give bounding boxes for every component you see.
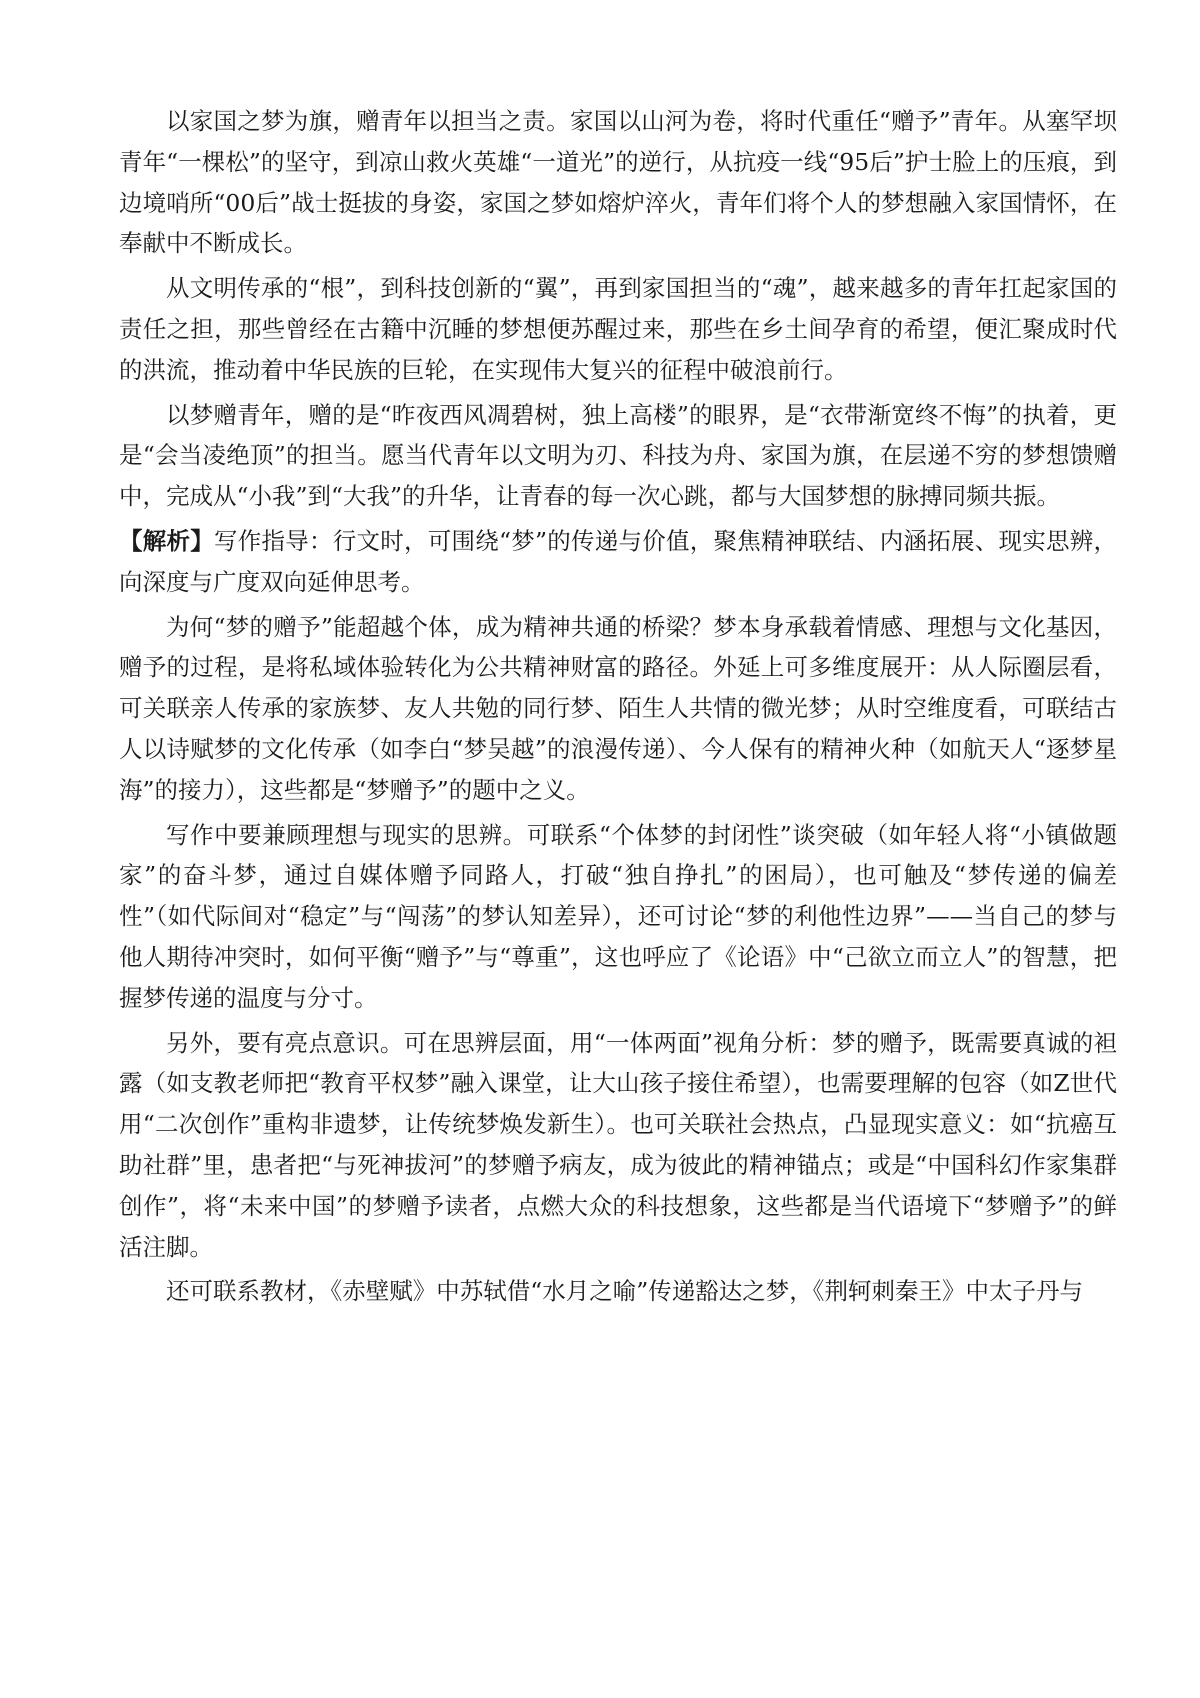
essay-paragraph-3: 以梦赠青年，赠的是“昨夜西风凋碧树，独上高楼”的眼界，是“衣带渐宽终不悔”的执着，更是“会当凌绝顶”的担当。愿当代青年以文明为刃、科技为舟、家国为旗，在层递不穷的梦想馈赠中，完成从“小我”到“大我”的升华，让青春的每一次心跳，都与大国梦想的脉搏同频共振。 <box>119 400 1117 511</box>
guidance-paragraph-1: 为何“梦的赠予”能超越个体，成为精神共通的桥梁？梦本身承载着情感、理想与文化基因，赠予的过程，是将私域体验转化为公共精神财富的路径。外延上可多维度展开：从人际圈层看，可关联亲人传承的家族梦、友人共勉的同行梦、陌生人共情的微光梦；从时空维度看，可联结古人以诗赋梦的文化传承（如李白“梦吴越”的浪漫传递）、今人保有的精神火种（如航天人“逐梦星海”的接力），这些都是“梦赠予”的题中之义。 <box>119 612 1117 804</box>
essay-paragraph-2: 从文明传承的“根”，到科技创新的“翼”，再到家国担当的“魂”，越来越多的青年扛起家国的责任之担，那些曾经在古籍中沉睡的梦想便苏醒过来，那些在乡土间孕育的希望，便汇聚成时代的洪流，推动着中华民族的巨轮，在实现伟大复兴的征程中破浪前行。 <box>119 274 1117 384</box>
analysis-paragraph <box>119 521 1117 603</box>
analysis-text: 写作指导：行文时，可围绕“梦”的传递与价值，聚焦精神联结、内涵拓展、现实思辨，向深度与广度双向延伸思考。 <box>119 526 1117 596</box>
guidance-paragraph-3: 另外，要有亮点意识。可在思辨层面，用“一体两面”视角分析：梦的赠予，既需要真诚的袒露（如支教老师把“教育平权梦”融入课堂，让大山孩子接住希望），也需要理解的包容（如Z世代用“二次创作”重构非遗梦，让传统梦焕发新生）。也可关联社会热点，凸显现实意义：如“抗癌互助社群”里，患者把“与死神拔河”的梦赠予病友，成为彼此的精神锚点；或是“中国科幻作家集群创作”，将“未来中国”的梦赠予读者，点燃大众的科技想象，这些都是当代语境下“梦赠予”的鲜活注脚。 <box>119 1028 1117 1261</box>
guidance-paragraph-2: 写作中要兼顾理想与现实的思辨。可联系“个体梦的封闭性”谈突破（如年轻人将“小镇做题家”的奋斗梦，通过自媒体赠予同路人，打破“独自挣扎”的困局），也可触及“梦传递的偏差性”（如代际间对“稳定”与“闯荡”的梦认知差异），还可讨论“梦的利他性边界”——当自己的梦与他人期待冲突时，如何平衡“赠予”与“尊重”，这也呼应了《论语》中“己欲立而立人”的智慧，把握梦传递的温度与分寸。 <box>119 820 1117 1012</box>
essay-paragraph-1: 以家国之梦为旗，赠青年以担当之责。家国以山河为卷，将时代重任“赠予”青年。从塞罕坝青年“一棵松”的坚守，到凉山救火英雄“一道光”的逆行，从抗疫一线“95后”护士脸上的压痕，到边境哨所“00后”战士挺拔的身姿，家国之梦如熔炉淬火，青年们将个人的梦想融入家国情怀，在奉献中不断成长。 <box>119 107 1117 258</box>
document-body <box>119 101 1117 1316</box>
guidance-paragraph-4: 还可联系教材，《赤壁赋》中苏轼借“水月之喻”传递豁达之梦，《荆轲刺秦王》中太子丹与 <box>166 1277 1084 1306</box>
analysis-label: 【解析】 <box>119 526 214 555</box>
